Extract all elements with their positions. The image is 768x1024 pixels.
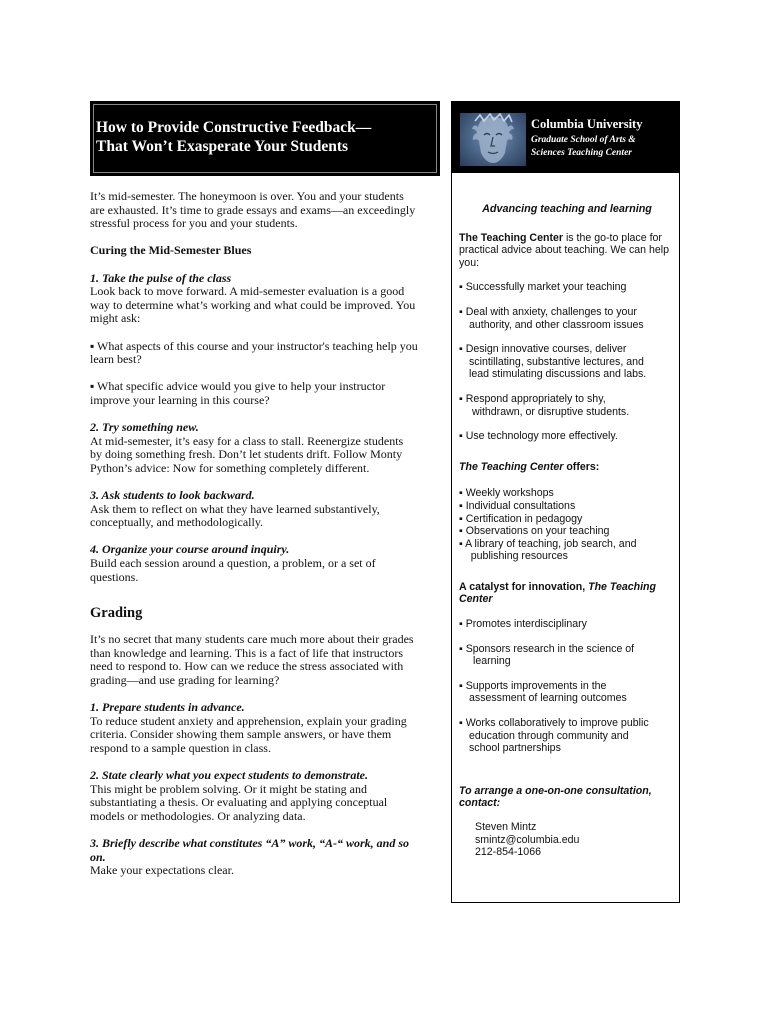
catalyst-item: ▪ Works collaboratively to improve public (459, 717, 649, 730)
tip2-line: by doing something fresh. Don’t let students drift. Follow Monty (90, 447, 403, 462)
arrange-line: contact: (459, 797, 501, 810)
g1-line: To reduce student anxiety and apprehension, explain your grading (90, 713, 407, 728)
tip2-line: Python’s advice: Now for something completely different. (90, 460, 370, 475)
g1-line: respond to a sample question in class. (90, 740, 271, 755)
offers-heading (459, 461, 675, 474)
g2-line: substantiating a thesis. Or evaluating and applying conceptual (90, 795, 388, 810)
school-line-2: Sciences Teaching Center (531, 148, 632, 158)
catalyst-heading (459, 581, 675, 606)
university-name: Columbia University (531, 117, 643, 131)
grading-intro-line: than knowledge and learning. This is a fact of life that instructors (90, 645, 404, 660)
grading-intro-line: grading—and use grading for learning? (90, 673, 280, 687)
title-line-1: How to Provide Constructive Feedback— (96, 119, 372, 136)
catalyst-list (459, 618, 675, 755)
offer-item: ▪ Observations on your teaching (459, 525, 610, 538)
columbia-header (452, 102, 679, 173)
main-article (90, 190, 442, 878)
catalyst-item-cont: education through community and (469, 729, 629, 742)
catalyst-label: A catalyst for innovation, (459, 580, 589, 593)
title-banner (90, 101, 440, 176)
grading-intro-line: It’s no secret that many students care much more about their grades (90, 632, 414, 647)
offers-list (459, 487, 675, 563)
tip1-line: Look back to move forward. A mid-semester evaluation is a good (90, 284, 405, 299)
tip4-heading: 4. Organize your course around inquiry. (90, 542, 290, 557)
teaching-center-sidebar (451, 101, 680, 903)
g3-heading: on. (90, 849, 106, 864)
contact-block (459, 821, 675, 859)
intro-line: It’s mid-semester. The honeymoon is over. You and your students (90, 189, 404, 203)
catalyst-item: ▪ Sponsors research in the science of (459, 642, 635, 655)
school-name (531, 134, 676, 160)
sidebar-body (459, 203, 675, 859)
help-item-cont: scintillating, substantive lectures, and (469, 355, 644, 368)
contact-phone: 212-854-1066 (475, 846, 541, 859)
catalyst-item-cont: assessment of learning outcomes (469, 692, 627, 705)
g3-line: Make your expectations clear. (90, 863, 234, 878)
tip1-line: way to determine what’s working and what could be improved. You (90, 297, 416, 312)
grading-heading: Grading (90, 605, 143, 622)
tip1-line: might ask: (90, 311, 141, 326)
school-line-1: Graduate School of Arts & (531, 135, 636, 145)
tip4-line: questions. (90, 569, 139, 584)
question2-line: improve your learning in this course? (90, 392, 270, 407)
offers-label: offers: (563, 460, 600, 473)
question2-line: ▪ What specific advice would you give to help your instructor (90, 379, 386, 394)
intro-line: stressful process for you and your students. (90, 216, 298, 231)
offer-item: publishing resources (459, 550, 568, 563)
catalyst-center-name: The Teaching Center (459, 580, 656, 606)
offer-item: ▪ Weekly workshops (459, 487, 554, 500)
g2-heading: 2. State clearly what you expect students to demonstrate. (90, 768, 368, 783)
catalyst-item-cont: learning (473, 655, 511, 668)
arrange-line: To arrange a one-on-one consultation, (459, 784, 652, 797)
tip3-line: conceptually, and methodologically. (90, 515, 264, 530)
title-line-2: That Won’t Exasperate Your Students (96, 138, 349, 155)
catalyst-item: ▪ Promotes interdisciplinary (459, 618, 587, 631)
help-item: ▪ Design innovative courses, deliver (459, 343, 627, 356)
question1-line: ▪ What aspects of this course and your instructor's teaching help you (90, 338, 418, 353)
help-item: ▪ Use technology more effectively. (459, 430, 618, 443)
tagline: Advancing teaching and learning (482, 203, 652, 215)
intro-paragraph (459, 232, 675, 270)
offer-item: ▪ Certification in pedagogy (459, 512, 583, 525)
g1-line: criteria. Consider showing them sample answers, or have them (90, 727, 392, 742)
document-title (96, 118, 426, 156)
intro-text: is the go-to place for practical advice about teaching. We can help you: (459, 231, 670, 269)
catalyst-item-cont: school partnerships (469, 742, 561, 755)
intro-center-name: The Teaching Center (459, 231, 563, 244)
grading-intro-line: need to respond to. How can we reduce the stress associated with (90, 659, 404, 674)
contact-email[interactable]: smintz@columbia.edu (475, 833, 580, 846)
tip2-line: At mid-semester, it’s easy for a class to stall. Reenergize students (90, 433, 404, 448)
help-item: ▪ Successfully market your teaching (459, 281, 627, 294)
offer-item: ▪ A library of teaching, job search, and (459, 537, 637, 550)
tip1-heading: 1. Take the pulse of the class (90, 270, 232, 285)
offers-center-name: The Teaching Center (459, 460, 564, 473)
tip3-line: Ask them to reflect on what they have learned substantively, (90, 501, 380, 516)
intro-line: are exhausted. It’s time to grade essays and exams—an exceedingly (90, 202, 416, 217)
blues-heading: Curing the Mid-Semester Blues (90, 243, 252, 258)
g2-line: models or methodologies. Or analyzing data. (90, 808, 306, 823)
help-list (459, 281, 675, 442)
help-item: ▪ Respond appropriately to shy, (459, 392, 606, 405)
tip4-line: Build each session around a question, a problem, or a set of (90, 556, 376, 571)
g2-line: This might be problem solving. Or it might be stating and (90, 781, 367, 796)
contact-name: Steven Mintz (475, 821, 537, 833)
alma-mater-statue-icon (460, 113, 526, 166)
g1-heading: 1. Prepare students in advance. (90, 700, 245, 715)
help-item: ▪ Deal with anxiety, challenges to your (459, 305, 637, 318)
tip3-heading: 3. Ask students to look backward. (90, 488, 255, 503)
help-item-cont: authority, and other classroom issues (469, 318, 644, 331)
question1-line: learn best? (90, 352, 142, 367)
help-item-cont: withdrawn, or disruptive students. (469, 405, 630, 418)
g3-heading: 3. Briefly describe what constitutes “A” work, “A-“ work, and so (90, 836, 410, 851)
help-item-cont: lead stimulating discussions and labs. (469, 368, 647, 381)
catalyst-item: ▪ Supports improvements in the (459, 679, 607, 692)
tip2-heading: 2. Try something new. (90, 420, 199, 435)
offer-item: ▪ Individual consultations (459, 499, 576, 512)
